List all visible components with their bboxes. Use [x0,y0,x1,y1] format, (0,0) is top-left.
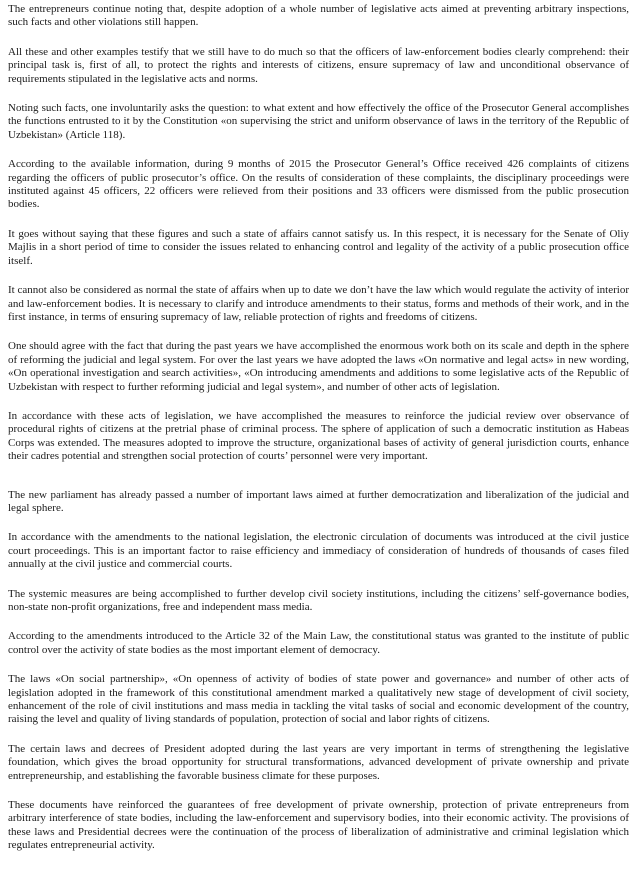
paragraph-15: These documents have reinforced the guarantees of free development of private ownership, protection of private entrepreneurs from arbitrary interference of state bodies, including the law-enforcement and supervisory bodies, into their economic activity. The provisions of these laws and Presidential decrees were the continuation of the process of liberalization of administrative and criminal legislation which regulates entrepreneurial activity. [8,799,629,852]
paragraph-2: All these and other examples testify that we still have to do much so that the officers of law-enforcement bodies clearly comprehend: their principal task is, first of all, to protect the rights and interests of citizens, ensure supremacy of law and unconditional observance of requirements stipulated in the legislative acts and norms. [8,45,629,85]
paragraph-12: According to the amendments introduced to the Article 32 of the Main Law, the constitutional status was granted to the institute of public control over the activity of state bodies as the most important element of democracy. [8,630,629,656]
paragraph-10: In accordance with the amendments to the national legislation, the electronic circulation of documents was introduced at the civil justice court proceedings. This is an important factor to raise efficiency and immediacy of consideration of hundreds of thousands of cases filed annually at the civil justice and commercial courts. [8,531,629,571]
paragraph-14: The certain laws and decrees of President adopted during the last years are very important in terms of strengthening the legislative foundation, which gives the broad opportunity for structural transformations, advanced development of private ownership and private entrepreneurship, and establishing the favorable business climate for these purposes. [8,742,629,782]
paragraph-5: It goes without saying that these figures and such a state of affairs cannot satisfy us. In this respect, it is necessary for the Senate of Oliy Majlis in a short period of time to consider the issues related to enhancing control and legality of the activity of a public prosecution office itself. [8,227,629,267]
paragraph-9: The new parliament has already passed a number of important laws aimed at further democratization and liberalization of the judicial and legal sphere. [8,488,629,514]
paragraph-13: The laws «On social partnership», «On openness of activity of bodies of state power and governance» and number of other acts of legislation adopted in the framework of this constitutional amendment marked a qualitatively new stage of development of civil society, enhancement of the role of civil institutions and mass media in tackling the vital tasks of social and economic development of the country, raising the level and quality of living standards of population, protection of social and labor rights of citizens. [8,673,629,726]
paragraph-6: It cannot also be considered as normal the state of affairs when up to date we don’t have the law which would regulate the activity of interior and law-enforcement bodies. It is necessary to clarify and introduce amendments to their status, forms and methods of their work, and in the first instance, in terms of ensuring supremacy of law, reliable protection of rights and freedoms of citizens. [8,284,629,323]
paragraph-3: Noting such facts, one involuntarily asks the question: to what extent and how effectively the office of the Prosecutor General accomplishes the functions entrusted to it by the Constitution «on supervising the strict and uniform observance of laws in the territory of the Republic of Uzbekistan» (Article 118). [8,102,629,141]
paragraph-7: One should agree with the fact that during the past years we have accomplished the enormous work both on its scale and depth in the sphere of reforming the judicial and legal system. For over the last years we have adopted the laws «On normative and legal acts» in new wording, «On operational investigation and search activities», «On introducing amendments and additions to some legislative acts of the Republic of Uzbekistan with respect to further reforming judicial and legal system», and number of other acts of legislation. [8,340,629,393]
paragraph-11: The systemic measures are being accomplished to further develop civil society institutions, including the citizens’ self-governance bodies, non-state non-profit organizations, free and independent mass media. [8,587,629,613]
paragraph-4: According to the available information, during 9 months of 2015 the Prosecutor General’s Office received 426 complaints of citizens regarding the officers of public prosecutor’s office. On the results of consideration of these complaints, the disciplinary proceedings were instituted against 45 officers, 22 officers were relieved from their positions and 33 officers were dismissed from the public prosecution bodies. [8,158,629,211]
paragraph-1: The entrepreneurs continue noting that, despite adoption of a whole number of legislative acts aimed at preventing arbitrary inspections, such facts and other violations still happen. [8,3,629,29]
paragraph-8: In accordance with these acts of legislation, we have accomplished the measures to reinforce the judicial review over observance of procedural rights of citizens at the pretrial phase of criminal process. The sphere of application of such a democratic institution as Habeas Corps was extended. The measures adopted to improve the structure, organizational bases of activity of general jurisdiction courts, enhance their cadres potential and strengthen social protection of courts’ personnel were very important. [8,409,629,463]
